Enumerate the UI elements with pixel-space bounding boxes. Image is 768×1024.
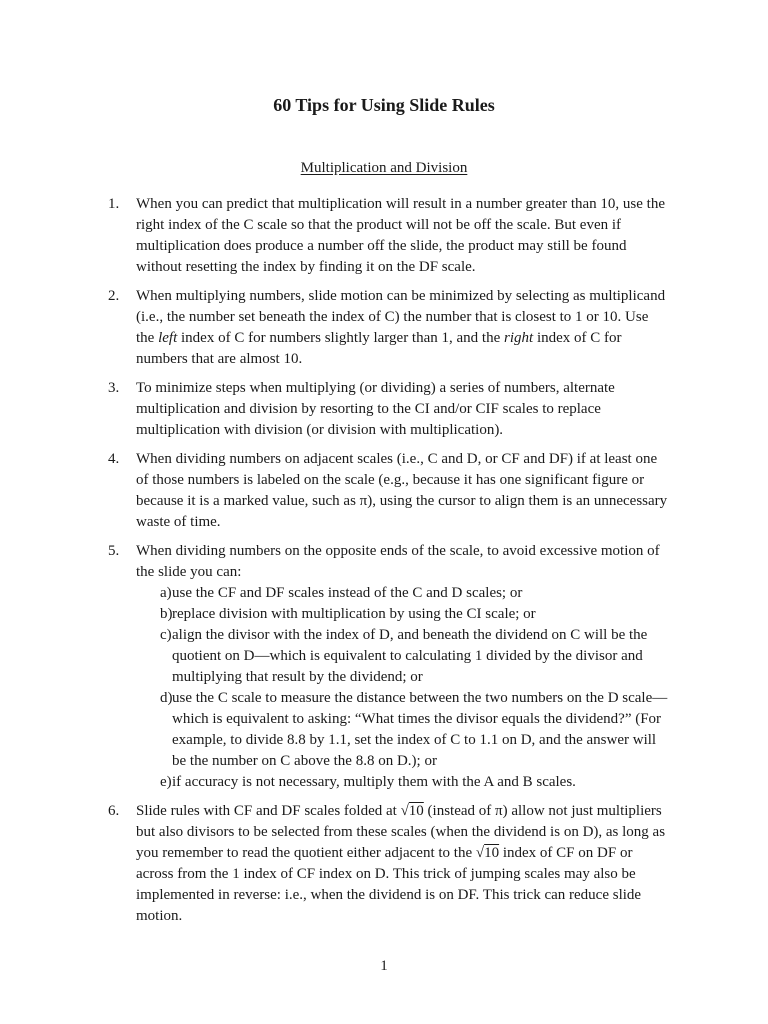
tip-item-3 [108,378,668,441]
tip-text-part: index of CF on DF or across from the 1 index of CF index on D. This trick of jumping scales may also be implemented in reverse: i.e., when the dividend is on DF. This trick can reduce slide motion. [136,845,642,924]
tip-text: When dividing numbers on the opposite ends of the scale, to avoid excessive motion of the slide you can: [136,543,660,580]
tip-number: 2. [108,288,120,304]
tip-text-part: index of C for numbers that are almost 10. [136,330,622,367]
sub-option-label: b) [160,606,173,622]
sub-option-label: e) [160,774,172,790]
tip-text: To minimize steps when multiplying (or dividing) a series of numbers, alternate multiplication and division by resorting to the CI and/or CIF scales to replace multiplication with division (or division with multiplication). [136,380,615,438]
page-number: 1 [380,958,388,974]
tip-number: 5. [108,543,120,559]
tip-text [136,286,668,370]
emphasis-right: right [504,330,534,346]
tip-item-1 [108,194,668,278]
tip-item-2 [108,286,668,370]
tip-item-6 [108,801,668,927]
sub-option-text: use the CF and DF scales instead of the C and D scales; or [172,585,523,601]
tip-text-part: index of C for numbers slightly larger than 1, and the [177,330,504,346]
emphasis-left: left [158,330,178,346]
sub-option-a [136,583,668,604]
sub-option-label: a) [160,585,172,601]
tip-item-4 [108,449,668,533]
radical-sign: √ [400,803,409,819]
radical-sign: √ [475,845,485,861]
sub-option-d [136,688,668,772]
sub-option-text: use the C scale to measure the distance between the two numbers on the D scale—which is equivalent to asking: “What times the divisor equals the dividend?” (For example, to divide 8.8 by 1.1, set the index of C to 1.1 on D, and the answer will be the number on C above the 8.8 on D.); or [172,690,668,769]
sub-option-label: d) [160,690,173,706]
sub-options-list [136,583,668,793]
section-heading: Multiplication and Division [300,160,468,176]
sub-option-c [136,625,668,688]
tip-text-part: When multiplying numbers, slide motion can be minimized by selecting as multiplicand (i.e., the number set beneath the index of C) the number that is closest to 1 or 10. Use the [136,288,666,346]
sqrt-10-symbol [401,803,424,819]
tip-text [136,801,668,927]
tip-number: 1. [108,196,120,212]
tip-number: 4. [108,451,120,467]
tips-list [108,194,668,935]
document-title: 60 Tips for Using Slide Rules [273,95,495,115]
radicand: 10 [484,845,500,861]
tip-text-part: (instead of π) allow not just multipliers but also divisors to be selected from these scales (when the dividend is on D), as long as you remember to read the quotient either adjacent to the [136,803,666,861]
tip-number: 3. [108,380,120,396]
tip-text-part: Slide rules with CF and DF scales folded at [136,803,401,819]
tip-text: When you can predict that multiplication will result in a number greater than 10, use the right index of the C scale so that the product will not be off the scale. But even if multiplication does produce a number off the slide, the product may still be found without resetting the index by finding it on the DF scale. [136,196,666,275]
sub-option-label: c) [160,627,172,643]
tip-text: When dividing numbers on adjacent scales (i.e., C and D, or CF and DF) if at least one of those numbers is labeled on the scale (e.g., because it has one significant figure or because it is a marked value, such as π), using the cursor to align them is an unnecessary waste of time. [136,451,668,530]
sub-option-b [136,604,668,625]
tip-item-5 [108,541,668,793]
sub-option-e [136,772,668,793]
sub-option-text: if accuracy is not necessary, multiply them with the A and B scales. [172,774,576,790]
sub-option-text: align the divisor with the index of D, and beneath the dividend on C will be the quotient on D—which is equivalent to calculating 1 divided by the divisor and multiplying that result by the dividend; or [172,627,648,685]
sqrt-10-symbol [476,845,499,861]
sub-option-text: replace division with multiplication by using the CI scale; or [172,606,536,622]
tip-number: 6. [108,803,120,819]
radicand: 10 [408,803,424,819]
